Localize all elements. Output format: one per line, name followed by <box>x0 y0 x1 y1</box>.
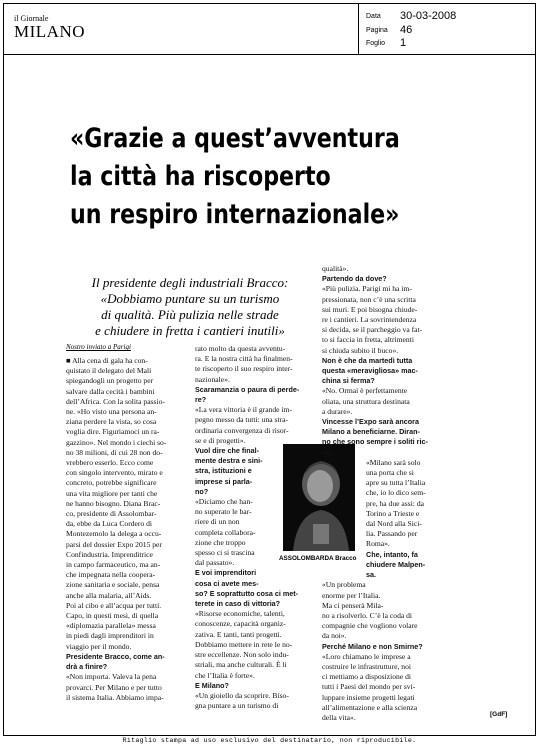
text-line: te riscoperto il suo respiro inter- <box>195 364 293 374</box>
text-line: ne hanno bisogno. Diana Brac- <box>66 498 161 508</box>
text-line: chiudere Malpen- <box>366 559 426 569</box>
text-line: sa. <box>366 570 376 580</box>
text-line: Milano a beneficiarne. Diran- <box>322 427 420 437</box>
text-line: zione che troppo <box>195 537 246 547</box>
text-line: Vincesse l’Expo sarà ancora <box>322 417 419 427</box>
text-line: «Un problema <box>322 580 366 590</box>
interview-answer <box>195 691 317 711</box>
text-line: tutti i Paesi del mondo per svi- <box>322 682 416 692</box>
text-line: to si faccia in fretta, altrimenti <box>322 335 414 345</box>
subhead-line: «Dobbiamo puntare su un turismo <box>100 291 280 306</box>
text-line: dal Nord alla Sici- <box>366 519 422 529</box>
text-line: «Loro chiamano le imprese a <box>322 651 411 661</box>
headline-line: la città ha riscoperto <box>70 161 331 192</box>
text-line: nazionale». <box>195 374 230 384</box>
interview-answer <box>322 284 446 355</box>
text-line: «Non importa. Valeva la pena <box>66 672 157 682</box>
byline: Nostro inviato a Parigi <box>66 343 131 351</box>
text-line: che impegnata nella coopera- <box>66 570 156 580</box>
text-line: salvare dalla cecità i bambini <box>66 386 155 396</box>
text-line: ■ Alla cena di gala ha con- <box>66 356 148 365</box>
text-line: che l’Italia è forte». <box>195 670 255 680</box>
text-line: re i cantieri. La sovrintendenza <box>322 315 417 325</box>
text-line: no che sono sempre i soliti ric- <box>322 437 428 447</box>
author-signature: [GdF] <box>490 711 508 718</box>
meta-label-date: Data <box>366 13 381 20</box>
text-line: qualità». <box>322 264 349 273</box>
text-line: Dobbiamo mettere in rete le no- <box>195 639 293 649</box>
interview-answer <box>322 580 446 641</box>
text-line: lia. Passando per <box>366 529 418 539</box>
text-line: una porta che si <box>366 468 414 478</box>
interview-answer <box>322 264 446 274</box>
text-line: sui muri. E poi bisogna chiude- <box>322 304 418 314</box>
headline-line: «Grazie a quest’avventura <box>70 123 400 154</box>
text-line: no a risolverlo. C’è la coda di <box>322 610 413 620</box>
article-headline <box>70 120 398 234</box>
text-line: si decida, se il parcheggio va fat- <box>322 325 423 335</box>
meta-value-date: 30-03-2008 <box>400 10 457 22</box>
text-line: Confindustria. Imprenditrice <box>66 549 153 559</box>
text-line: so? E soprattutto cosa ci met- <box>195 588 299 598</box>
text-line: E voi imprenditori <box>195 568 257 578</box>
clipping-footer-notice: Ritaglio stampa ad uso esclusivo del destinatario, non riproducibile. <box>122 737 417 744</box>
photo-caption: ASSOLOMBARDA Bracco <box>279 555 357 562</box>
interview-question <box>195 681 317 691</box>
interview-question <box>66 652 188 672</box>
text-line: zione sanitaria e sociale, pensa <box>66 580 160 590</box>
text-line: no? <box>195 486 209 496</box>
article-subheadline <box>70 275 310 339</box>
text-line: vrebbero esserlo. Ecco come <box>66 458 154 468</box>
text-line: con singolo intervento, mirato e <box>66 468 163 478</box>
interview-answer <box>195 405 317 446</box>
text-line: enorme per l’Italia. <box>322 590 381 600</box>
text-line: Che, intanto, fa <box>366 549 418 559</box>
newspaper-logo-small: il Giornale <box>14 14 49 23</box>
subhead-line: di qualità. Più pulizia nelle strade <box>101 307 279 322</box>
text-line: «Più pulizia. Parigi mi ha im- <box>322 284 412 294</box>
text-line: «Milano sarà solo <box>366 457 421 467</box>
text-line: viaggio per il mondo. <box>66 641 132 651</box>
text-line: Torino a Trieste e <box>366 508 420 518</box>
text-line: il sistema Italia. Abbiamo impa- <box>66 692 164 702</box>
text-line: chi. <box>322 447 335 457</box>
text-line: «Diciamo che han- <box>195 497 253 507</box>
text-line: apre su tutta l’Italia <box>366 478 426 488</box>
text-line: pegno messo da tutti: una stra- <box>195 415 289 425</box>
text-line: drà a finire? <box>66 662 108 672</box>
text-line: terete in caso di vittoria? <box>195 599 281 609</box>
text-line: della vita». <box>322 712 356 722</box>
text-line: cosa ci avete mes- <box>195 578 259 588</box>
interview-answer <box>66 672 188 703</box>
text-line: «Un gioiello da scoprire. Biso- <box>195 690 289 700</box>
newspaper-logo-section: MILANO <box>14 22 85 41</box>
text-line: Montezemolo la delega a occu- <box>66 529 162 539</box>
interview-answer <box>322 458 446 550</box>
text-line: ordinaria convergenza di risor- <box>195 425 289 435</box>
text-line: concreto, potrebbe significare <box>66 478 157 488</box>
meta-label-sheet: Foglio <box>366 40 386 47</box>
interview-answer <box>195 344 317 385</box>
text-line: provarci. Per Milano e per tutto <box>66 682 162 692</box>
text-line: costruire le infrastrutture, noi <box>322 661 411 671</box>
headline-line: un respiro internazionale» <box>70 199 400 230</box>
text-line: mente destra e sini- <box>195 456 263 466</box>
text-line: «diplomazia parallela» messa <box>66 621 156 631</box>
text-line: riere di un non <box>195 517 240 527</box>
text-line: dell’Africa. Con la solita passio- <box>66 396 165 406</box>
interview-answer <box>195 609 317 680</box>
interview-answer <box>322 652 446 723</box>
text-line: Vuol dire che final- <box>195 446 260 456</box>
text-line: parsi del dossier Expo 2015 per <box>66 539 162 549</box>
text-line: ra. E la nostra città ha finalmen- <box>195 354 293 364</box>
text-line: rato molto da questa avventu- <box>195 344 286 353</box>
text-line: compagnie che vogliono volare <box>322 621 418 631</box>
text-line: spiegandogli un progetto per <box>66 376 154 386</box>
text-line: zativa. E tanti, tanti progetti. <box>195 629 282 639</box>
text-line: E Milano? <box>195 680 229 690</box>
header-vertical-divider <box>358 3 359 55</box>
text-line: ne. «Ho visto una persona an- <box>66 407 157 417</box>
interview-question <box>322 356 446 387</box>
text-line: Presidente Bracco, come an- <box>66 651 165 661</box>
text-line: completa collabora- <box>195 527 256 537</box>
text-line: luppare insieme progetti legati <box>322 692 415 702</box>
interview-question <box>322 417 446 458</box>
text-line: Perché Milano e non Smirne? <box>322 641 423 651</box>
text-line: conoscenze, capacità organiz- <box>195 619 286 629</box>
article-column-1 <box>66 356 188 703</box>
interview-question <box>322 274 446 284</box>
text-line: si chiuda subito il buco». <box>322 345 399 355</box>
text-line: china si ferma? <box>322 376 375 386</box>
text-line: Scaramanzia o paura di perde- <box>195 384 300 394</box>
text-line: Partendo da dove? <box>322 274 387 284</box>
text-line: no superato le bar- <box>195 507 252 517</box>
text-line: spesso ci si trascina <box>195 548 255 558</box>
text-line: gazzino». Nel mondo i ciechi so- <box>66 437 167 447</box>
text-line: quistato il delegato del Mali <box>66 366 152 376</box>
text-line: «No. Ormai è perfettamente <box>322 386 408 396</box>
text-line: in piedi dagli imprenditori in <box>66 631 154 641</box>
article-column-3 <box>322 264 446 723</box>
text-line: no 38 milioni, di cui 28 non do- <box>66 447 163 457</box>
interview-question <box>195 568 317 609</box>
text-line: all’alimentazione e alla scienza <box>322 702 418 712</box>
text-line: questa «meravigliosa» mac- <box>322 366 418 376</box>
text-line: da, ebbe da Luca Cordero di <box>66 519 153 529</box>
text-line: in campo farmaceutico, ma an- <box>66 560 161 570</box>
meta-value-sheet: 1 <box>400 37 407 49</box>
text-line: ziana perdere la vista, so cosa <box>66 417 157 427</box>
interview-answer <box>322 386 446 417</box>
text-line: Ma ci penserà Mila- <box>322 600 384 610</box>
text-line: Roma». <box>366 539 390 549</box>
text-line: che, io lo dico sem- <box>366 488 426 498</box>
interview-question <box>195 385 317 405</box>
text-line: ci mettiamo a disposizione di <box>322 672 411 682</box>
meta-value-page: 46 <box>400 24 413 36</box>
text-line: pre, ha due assi: da <box>366 498 424 508</box>
text-line: stra, istituzioni e <box>195 466 252 476</box>
text-line: «La vera vittoria è il grande im- <box>195 405 292 415</box>
text-line: pressionata, non c’è una scritta <box>322 294 416 304</box>
text-line: Poi al cibo e all’acqua per tutti. <box>66 600 162 610</box>
subhead-line: Il presidente degli industriali Bracco: <box>91 275 289 290</box>
text-line: «Risorse economiche, talenti, <box>195 609 285 619</box>
text-line: Non è che da martedì tutta <box>322 355 413 365</box>
text-line: da noi». <box>322 631 347 641</box>
text-line: una vita migliore per tanti che <box>66 488 158 498</box>
text-line: a durare». <box>322 406 353 416</box>
interview-question <box>322 642 446 652</box>
column-body-text <box>66 356 188 652</box>
text-line: voglia dire. Figuriamoci un ra- <box>66 427 160 437</box>
interview-question <box>322 550 446 581</box>
text-line: Capo, in questi mesi, di quella <box>66 611 159 621</box>
text-line: imprese si parla- <box>195 476 253 486</box>
text-line: se e di progetti». <box>195 435 246 445</box>
text-line: stre eccellenze. Non solo indu- <box>195 650 289 660</box>
text-line: anche alla malaria, all’Aids. <box>66 590 152 600</box>
subhead-line: e chiudere in fretta i cantieri inutili» <box>95 323 285 338</box>
text-line: gna puntare a un turismo di <box>195 701 279 711</box>
text-line: co, presidente di Assolombar- <box>66 509 157 519</box>
text-line: dal passato». <box>195 558 235 568</box>
text-line: re? <box>195 395 207 405</box>
meta-label-page: Pagina <box>366 27 388 34</box>
header-divider <box>3 54 536 55</box>
text-line: oliata, una struttura destinata <box>322 396 410 406</box>
text-line: striali, ma anche culturali. È li <box>195 660 287 670</box>
